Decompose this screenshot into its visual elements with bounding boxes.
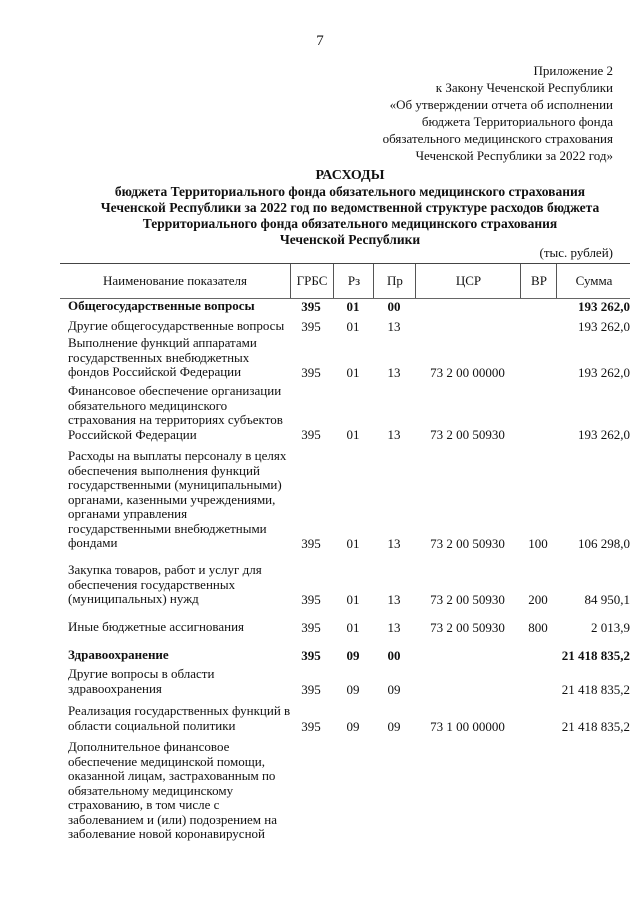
cell-grbs: 395 bbox=[301, 318, 321, 334]
row-name: Расходы на выплаты персоналу в целях обеспечения выполнения функций государственными (муниципальными) органами, казенными учреждениями, органами управления государственными внебюджетными фондами bbox=[68, 448, 287, 550]
annex-line: к Закону Чеченской Республики bbox=[435, 80, 613, 95]
cell-rz: 09 bbox=[346, 647, 360, 663]
table-row bbox=[0, 319, 640, 334]
cell-rz: 01 bbox=[346, 535, 360, 551]
cell-csr: 73 1 00 00000 bbox=[430, 718, 505, 734]
cell-sum: 21 418 835,2 bbox=[561, 647, 630, 663]
cell-rz: 01 bbox=[346, 426, 360, 442]
cell-rz: 09 bbox=[346, 718, 360, 734]
cell-rz: 01 bbox=[346, 298, 360, 314]
col-rz: Рз bbox=[333, 264, 374, 298]
cell-pr: 13 bbox=[387, 535, 401, 551]
page-number: 7 bbox=[316, 33, 324, 49]
document-title bbox=[60, 168, 640, 248]
table-header bbox=[60, 263, 630, 299]
cell-sum: 193 262,0 bbox=[578, 426, 630, 442]
col-name: Наименование показателя bbox=[102, 273, 248, 288]
cell-grbs: 395 bbox=[301, 298, 321, 314]
annex-line: обязательного медицинского страхования bbox=[382, 131, 613, 146]
table-row bbox=[0, 336, 640, 380]
cell-rz: 09 bbox=[346, 681, 360, 697]
row-name: Иные бюджетные ассигнования bbox=[68, 619, 245, 634]
subtitle-line: Территориального фонда обязательного медицинского страхования bbox=[142, 216, 558, 231]
cell-vr: 800 bbox=[528, 619, 548, 635]
cell-sum: 21 418 835,2 bbox=[561, 718, 630, 734]
row-name: Другие вопросы в области здравоохранения bbox=[68, 666, 215, 696]
table-row bbox=[0, 449, 640, 551]
col-sum: Сумма bbox=[556, 264, 631, 298]
cell-pr: 13 bbox=[387, 364, 401, 380]
cell-sum: 21 418 835,2 bbox=[561, 681, 630, 697]
table-row bbox=[0, 384, 640, 442]
cell-grbs: 395 bbox=[301, 647, 321, 663]
cell-grbs: 395 bbox=[301, 535, 321, 551]
units-label: (тыс. рублей) bbox=[539, 245, 613, 260]
cell-pr: 13 bbox=[387, 619, 401, 635]
cell-rz: 01 bbox=[346, 619, 360, 635]
cell-csr: 73 2 00 50930 bbox=[430, 591, 505, 607]
annex-line: Приложение 2 bbox=[533, 63, 613, 78]
annex-note bbox=[383, 62, 613, 164]
row-name: Дополнительное финансовое обеспечение медицинской помощи, оказанной лицам, застрахованным по обязательному медицинскому страхованию, в том числе с заболеванием и (или) подозрением на заболевание новой коронавирусной bbox=[68, 739, 278, 841]
table-row bbox=[0, 740, 640, 844]
table-row bbox=[0, 648, 640, 663]
cell-sum: 106 298,0 bbox=[578, 535, 630, 551]
cell-pr: 13 bbox=[387, 591, 401, 607]
row-name: Здравоохранение bbox=[68, 647, 169, 662]
col-grbs: ГРБС bbox=[290, 264, 333, 298]
subtitle-line: Чеченской Республики за 2022 год по ведомственной структуре расходов бюджета bbox=[100, 200, 600, 215]
cell-rz: 01 bbox=[346, 318, 360, 334]
cell-sum: 2 013,9 bbox=[591, 619, 630, 635]
cell-pr: 00 bbox=[387, 647, 401, 663]
row-name: Другие общегосударственные вопросы bbox=[68, 318, 285, 333]
cell-pr: 09 bbox=[387, 718, 401, 734]
annex-line: Чеченской Республики за 2022 год» bbox=[415, 148, 613, 163]
col-vr: ВР bbox=[520, 264, 557, 298]
cell-csr: 73 2 00 50930 bbox=[430, 426, 505, 442]
cell-pr: 13 bbox=[387, 318, 401, 334]
cell-rz: 01 bbox=[346, 591, 360, 607]
table-row bbox=[0, 299, 640, 314]
cell-csr: 73 2 00 00000 bbox=[430, 364, 505, 380]
table-row bbox=[0, 704, 640, 734]
cell-rz: 01 bbox=[346, 364, 360, 380]
cell-sum: 193 262,0 bbox=[578, 364, 630, 380]
row-name: Закупка товаров, работ и услуг для обеспечения государственных (муниципальных) нужд bbox=[68, 562, 262, 606]
cell-csr: 73 2 00 50930 bbox=[430, 535, 505, 551]
col-csr: ЦСР bbox=[415, 264, 521, 298]
row-name: Общегосударственные вопросы bbox=[68, 298, 255, 313]
cell-sum: 193 262,0 bbox=[578, 318, 630, 334]
cell-pr: 00 bbox=[387, 298, 401, 314]
cell-grbs: 395 bbox=[301, 681, 321, 697]
table-row bbox=[0, 667, 640, 697]
title-heading: РАСХОДЫ bbox=[315, 168, 385, 183]
table-row bbox=[0, 620, 640, 635]
col-pr: Пр bbox=[373, 264, 416, 298]
table-row bbox=[0, 563, 640, 607]
cell-vr: 100 bbox=[528, 535, 548, 551]
cell-grbs: 395 bbox=[301, 619, 321, 635]
cell-pr: 13 bbox=[387, 426, 401, 442]
row-name: Реализация государственных функций в области социальной политики bbox=[68, 703, 291, 733]
cell-vr: 200 bbox=[528, 591, 548, 607]
cell-sum: 193 262,0 bbox=[578, 298, 630, 314]
row-name: Выполнение функций аппаратами государственных внебюджетных фондов Российской Федерации bbox=[68, 335, 257, 379]
subtitle-line: бюджета Территориального фонда обязательного медицинского страхования bbox=[114, 184, 586, 199]
cell-grbs: 395 bbox=[301, 426, 321, 442]
cell-grbs: 395 bbox=[301, 364, 321, 380]
annex-line: «Об утверждении отчета об исполнении bbox=[389, 97, 613, 112]
row-name: Финансовое обеспечение организации обязательного медицинского страхования на территориях субъектов Российской Федерации bbox=[68, 383, 283, 442]
cell-csr: 73 2 00 50930 bbox=[430, 619, 505, 635]
annex-line: бюджета Территориального фонда bbox=[421, 114, 613, 129]
cell-grbs: 395 bbox=[301, 718, 321, 734]
cell-pr: 09 bbox=[387, 681, 401, 697]
subtitle-line: Чеченской Республики bbox=[279, 232, 421, 247]
cell-grbs: 395 bbox=[301, 591, 321, 607]
cell-sum: 84 950,1 bbox=[584, 591, 630, 607]
